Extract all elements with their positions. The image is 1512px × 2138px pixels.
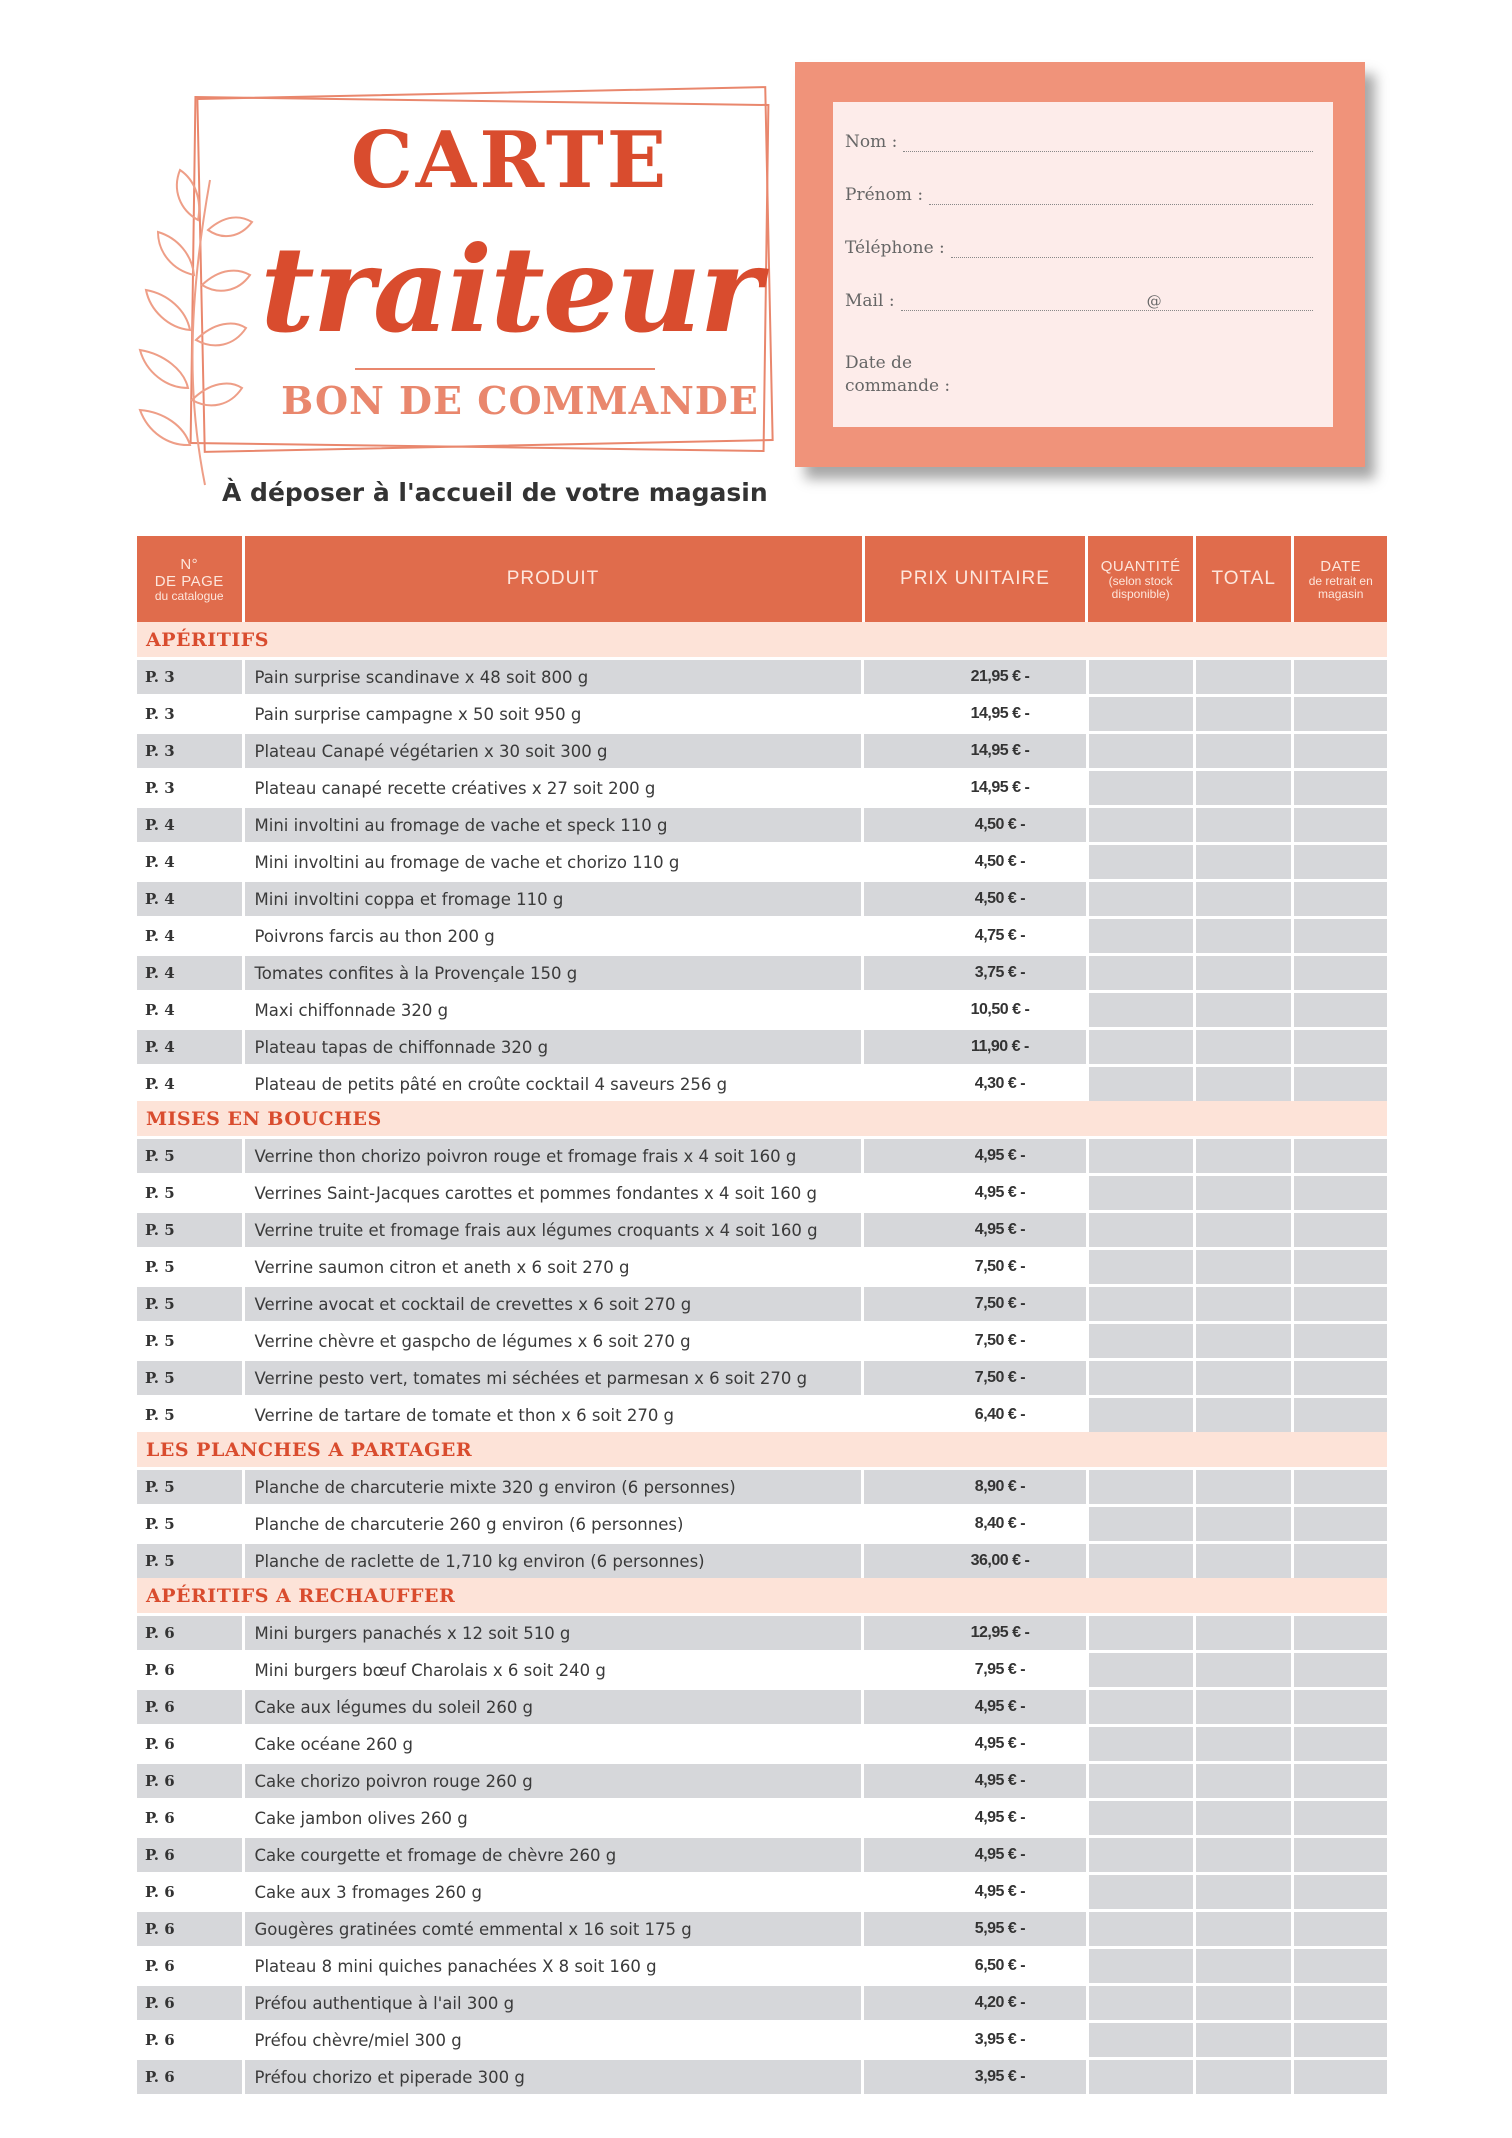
nom-line[interactable] [903, 138, 1313, 152]
product-cell: Préfou chèvre/miel 300 g [245, 2023, 862, 2057]
header-page: N° DE PAGE du catalogue [137, 536, 242, 622]
product-cell: Cake aux légumes du soleil 260 g [245, 1690, 862, 1724]
product-cell: Pain surprise scandinave x 48 soit 800 g [245, 660, 862, 694]
pickup-date-cell[interactable] [1294, 1470, 1387, 1504]
product-cell: Plateau canapé recette créatives x 27 soit 200 g [245, 771, 862, 805]
pickup-date-cell[interactable] [1294, 1690, 1387, 1724]
table-row [137, 882, 1387, 916]
pickup-date-cell[interactable] [1294, 1507, 1387, 1541]
prenom-label: Prénom : [845, 185, 924, 205]
product-cell: Plateau Canapé végétarien x 30 soit 300 g [245, 734, 862, 768]
header-quantite: QUANTITÉ (selon stock disponible) [1088, 536, 1193, 622]
quantity-cell[interactable] [1089, 1653, 1193, 1687]
page-cell: P. 6 [137, 1690, 242, 1724]
page-cell: P. 4 [137, 845, 242, 879]
pickup-date-cell[interactable] [1294, 845, 1387, 879]
quantity-cell[interactable] [1089, 1764, 1193, 1798]
quantity-cell[interactable] [1089, 1838, 1193, 1872]
section-header: APÉRITIFS A RECHAUFFER [137, 1578, 1387, 1613]
telephone-label: Téléphone : [845, 238, 945, 258]
product-cell: Plateau tapas de chiffonnade 320 g [245, 1030, 862, 1064]
page-cell: P. 6 [137, 1764, 242, 1798]
pickup-date-cell[interactable] [1294, 2023, 1387, 2057]
product-cell: Plateau 8 mini quiches panachées X 8 soit 160 g [245, 1949, 862, 1983]
pickup-date-cell[interactable] [1294, 1727, 1387, 1761]
pickup-date-cell[interactable] [1294, 1544, 1387, 1578]
price-cell: 7,95 € - [864, 1653, 1085, 1687]
pickup-date-cell[interactable] [1294, 1030, 1387, 1064]
table-row [137, 1250, 1387, 1284]
page-cell: P. 5 [137, 1324, 242, 1358]
total-cell[interactable] [1196, 771, 1292, 805]
page-cell: P. 4 [137, 1067, 242, 1101]
product-cell: Mini burgers panachés x 12 soit 510 g [245, 1616, 862, 1650]
pickup-date-cell[interactable] [1294, 1287, 1387, 1321]
price-cell: 7,50 € - [864, 1287, 1085, 1321]
customer-info-panel [833, 102, 1333, 427]
section-header: MISES EN BOUCHES [137, 1101, 1387, 1136]
total-cell[interactable] [1196, 1250, 1292, 1284]
product-cell: Cake océane 260 g [245, 1727, 862, 1761]
price-cell: 5,95 € - [864, 1912, 1085, 1946]
product-cell: Mini burgers bœuf Charolais x 6 soit 240 g [245, 1653, 862, 1687]
quantity-cell[interactable] [1089, 1875, 1193, 1909]
price-cell: 12,95 € - [864, 1616, 1085, 1650]
table-row [137, 1801, 1387, 1835]
total-cell[interactable] [1196, 1912, 1292, 1946]
price-cell: 21,95 € - [864, 660, 1085, 694]
title-traiteur: traiteur [260, 220, 760, 359]
price-cell: 4,95 € - [864, 1176, 1085, 1210]
table-row [137, 1287, 1387, 1321]
price-cell: 7,50 € - [864, 1250, 1085, 1284]
product-cell: Cake aux 3 fromages 260 g [245, 1875, 862, 1909]
quantity-cell[interactable] [1089, 1324, 1193, 1358]
pickup-date-cell[interactable] [1294, 1361, 1387, 1395]
table-row [137, 993, 1387, 1027]
pickup-date-cell[interactable] [1294, 771, 1387, 805]
product-cell: Pain surprise campagne x 50 soit 950 g [245, 697, 862, 731]
section-header: APÉRITIFS [137, 622, 1387, 657]
price-cell: 4,95 € - [864, 1690, 1085, 1724]
quantity-cell[interactable] [1089, 1727, 1193, 1761]
table-row [137, 1986, 1387, 2020]
total-cell[interactable] [1196, 1361, 1292, 1395]
table-row [137, 660, 1387, 694]
price-cell: 4,95 € - [864, 1875, 1085, 1909]
price-cell: 4,95 € - [864, 1213, 1085, 1247]
pickup-date-cell[interactable] [1294, 1875, 1387, 1909]
table-row [137, 1398, 1387, 1432]
header-date-retrait: DATE de retrait en magasin [1294, 536, 1387, 622]
total-cell[interactable] [1196, 1507, 1292, 1541]
table-row [137, 1764, 1387, 1798]
page-cell: P. 6 [137, 1949, 242, 1983]
pickup-date-cell[interactable] [1294, 1067, 1387, 1101]
total-cell[interactable] [1196, 1067, 1292, 1101]
pickup-date-cell[interactable] [1294, 993, 1387, 1027]
product-cell: Planche de charcuterie mixte 320 g environ (6 personnes) [245, 1470, 862, 1504]
page-cell: P. 5 [137, 1544, 242, 1578]
quantity-cell[interactable] [1089, 2060, 1193, 2094]
total-cell[interactable] [1196, 1324, 1292, 1358]
quantity-cell[interactable] [1089, 956, 1193, 990]
price-cell: 14,95 € - [864, 734, 1085, 768]
pickup-date-cell[interactable] [1294, 1912, 1387, 1946]
page-cell: P. 5 [137, 1361, 242, 1395]
page-cell: P. 3 [137, 734, 242, 768]
product-cell: Verrine avocat et cocktail de crevettes x 6 soit 270 g [245, 1287, 862, 1321]
title-block [110, 70, 790, 470]
quantity-cell[interactable] [1089, 1949, 1193, 1983]
quantity-cell[interactable] [1089, 660, 1193, 694]
page-cell: P. 6 [137, 2023, 242, 2057]
quantity-cell[interactable] [1089, 919, 1193, 953]
table-row [137, 734, 1387, 768]
total-cell[interactable] [1196, 1764, 1292, 1798]
nom-field[interactable] [845, 132, 1313, 152]
prenom-field[interactable] [845, 185, 1313, 205]
total-cell[interactable] [1196, 1986, 1292, 2020]
telephone-field[interactable] [845, 238, 1313, 258]
product-cell: Planche de raclette de 1,710 kg environ (6 personnes) [245, 1544, 862, 1578]
price-cell: 6,40 € - [864, 1398, 1085, 1432]
quantity-cell[interactable] [1089, 1139, 1193, 1173]
page-cell: P. 4 [137, 956, 242, 990]
product-cell: Verrine pesto vert, tomates mi séchées et parmesan x 6 soit 270 g [245, 1361, 862, 1395]
quantity-cell[interactable] [1089, 1398, 1193, 1432]
price-cell: 4,50 € - [864, 845, 1085, 879]
price-cell: 4,30 € - [864, 1067, 1085, 1101]
page-cell: P. 6 [137, 1801, 242, 1835]
quantity-cell[interactable] [1089, 1801, 1193, 1835]
total-cell[interactable] [1196, 1398, 1292, 1432]
header-produit: PRODUIT [245, 536, 862, 622]
price-cell: 3,75 € - [864, 956, 1085, 990]
quantity-cell[interactable] [1089, 1030, 1193, 1064]
page-cell: P. 6 [137, 1838, 242, 1872]
pickup-date-cell[interactable] [1294, 1616, 1387, 1650]
total-cell[interactable] [1196, 1287, 1292, 1321]
table-row [137, 1067, 1387, 1101]
table-row [137, 956, 1387, 990]
quantity-cell[interactable] [1089, 2023, 1193, 2057]
pickup-date-cell[interactable] [1294, 1801, 1387, 1835]
table-row [137, 1544, 1387, 1578]
total-cell[interactable] [1196, 660, 1292, 694]
section-header: LES PLANCHES A PARTAGER [137, 1432, 1387, 1467]
price-cell: 36,00 € - [864, 1544, 1085, 1578]
price-cell: 10,50 € - [864, 993, 1085, 1027]
table-row [137, 771, 1387, 805]
pickup-date-cell[interactable] [1294, 660, 1387, 694]
title-divider [355, 368, 655, 370]
table-row [137, 1470, 1387, 1504]
quantity-cell[interactable] [1089, 1912, 1193, 1946]
total-cell[interactable] [1196, 1801, 1292, 1835]
total-cell[interactable] [1196, 1690, 1292, 1724]
price-cell: 4,95 € - [864, 1727, 1085, 1761]
product-cell: Verrine saumon citron et aneth x 6 soit 270 g [245, 1250, 862, 1284]
pickup-date-cell[interactable] [1294, 1653, 1387, 1687]
price-cell: 3,95 € - [864, 2023, 1085, 2057]
date-label-line2: commande : [845, 376, 951, 396]
table-row [137, 697, 1387, 731]
total-cell[interactable] [1196, 734, 1292, 768]
product-cell: Mini involtini au fromage de vache et speck 110 g [245, 808, 862, 842]
price-cell: 4,95 € - [864, 1838, 1085, 1872]
price-cell: 4,20 € - [864, 1986, 1085, 2020]
total-cell[interactable] [1196, 1838, 1292, 1872]
table-row [137, 919, 1387, 953]
table-header [137, 536, 1387, 622]
quantity-cell[interactable] [1089, 1507, 1193, 1541]
page-cell: P. 4 [137, 1030, 242, 1064]
page-cell: P. 3 [137, 697, 242, 731]
at-sign: @ [1146, 292, 1162, 310]
pickup-date-cell[interactable] [1294, 956, 1387, 990]
mail-label: Mail : [845, 291, 895, 311]
table-row [137, 1213, 1387, 1247]
table-row [137, 1949, 1387, 1983]
quantity-cell[interactable] [1089, 1250, 1193, 1284]
price-cell: 7,50 € - [864, 1361, 1085, 1395]
page-cell: P. 4 [137, 882, 242, 916]
price-cell: 8,90 € - [864, 1470, 1085, 1504]
price-cell: 14,95 € - [864, 771, 1085, 805]
product-cell: Poivrons farcis au thon 200 g [245, 919, 862, 953]
price-cell: 4,50 € - [864, 808, 1085, 842]
page-cell: P. 6 [137, 1727, 242, 1761]
table-row [137, 845, 1387, 879]
quantity-cell[interactable] [1089, 734, 1193, 768]
mail-field[interactable] [845, 291, 1313, 311]
price-cell: 6,50 € - [864, 1949, 1085, 1983]
total-cell[interactable] [1196, 2023, 1292, 2057]
total-cell[interactable] [1196, 2060, 1292, 2094]
price-cell: 14,95 € - [864, 697, 1085, 731]
pickup-date-cell[interactable] [1294, 1986, 1387, 2020]
table-row [137, 1838, 1387, 1872]
quantity-cell[interactable] [1089, 771, 1193, 805]
table-row [137, 1616, 1387, 1650]
quantity-cell[interactable] [1089, 1616, 1193, 1650]
page-cell: P. 4 [137, 919, 242, 953]
deposit-note: À déposer à l'accueil de votre magasin [222, 478, 768, 507]
price-cell: 3,95 € - [864, 2060, 1085, 2094]
price-cell: 4,95 € - [864, 1801, 1085, 1835]
product-cell: Préfou chorizo et piperade 300 g [245, 2060, 862, 2094]
quantity-cell[interactable] [1089, 1213, 1193, 1247]
product-cell: Verrines Saint-Jacques carottes et pommes fondantes x 4 soit 160 g [245, 1176, 862, 1210]
page-cell: P. 4 [137, 993, 242, 1027]
quantity-cell[interactable] [1089, 845, 1193, 879]
page-cell: P. 6 [137, 1912, 242, 1946]
table-row [137, 1653, 1387, 1687]
quantity-cell[interactable] [1089, 1470, 1193, 1504]
table-row [137, 1030, 1387, 1064]
total-cell[interactable] [1196, 1213, 1292, 1247]
product-cell: Plateau de petits pâté en croûte cocktail 4 saveurs 256 g [245, 1067, 862, 1101]
page-cell: P. 3 [137, 771, 242, 805]
product-cell: Cake jambon olives 260 g [245, 1801, 862, 1835]
pickup-date-cell[interactable] [1294, 1213, 1387, 1247]
page-cell: P. 5 [137, 1470, 242, 1504]
page-cell: P. 6 [137, 1616, 242, 1650]
table-row [137, 1912, 1387, 1946]
price-cell: 4,95 € - [864, 1139, 1085, 1173]
page-cell: P. 5 [137, 1213, 242, 1247]
order-table [137, 536, 1387, 2094]
page-cell: P. 6 [137, 1986, 242, 2020]
product-cell: Cake courgette et fromage de chèvre 260 g [245, 1838, 862, 1872]
quantity-cell[interactable] [1089, 993, 1193, 1027]
page-cell: P. 5 [137, 1139, 242, 1173]
header-prix: PRIX UNITAIRE [865, 536, 1086, 622]
total-cell[interactable] [1196, 1030, 1292, 1064]
price-cell: 4,75 € - [864, 919, 1085, 953]
total-cell[interactable] [1196, 1875, 1292, 1909]
header-total: TOTAL [1196, 536, 1292, 622]
quantity-cell[interactable] [1089, 1986, 1193, 2020]
pickup-date-cell[interactable] [1294, 1139, 1387, 1173]
page-cell: P. 5 [137, 1176, 242, 1210]
total-cell[interactable] [1196, 1653, 1292, 1687]
product-cell: Préfou authentique à l'ail 300 g [245, 1986, 862, 2020]
quantity-cell[interactable] [1089, 697, 1193, 731]
title-carte: CARTE [350, 115, 670, 206]
pickup-date-cell[interactable] [1294, 1949, 1387, 1983]
price-cell: 4,50 € - [864, 882, 1085, 916]
page-cell: P. 6 [137, 2060, 242, 2094]
table-row [137, 1727, 1387, 1761]
pickup-date-cell[interactable] [1294, 1176, 1387, 1210]
pickup-date-cell[interactable] [1294, 1324, 1387, 1358]
pickup-date-cell[interactable] [1294, 919, 1387, 953]
page-cell: P. 5 [137, 1398, 242, 1432]
quantity-cell[interactable] [1089, 1544, 1193, 1578]
total-cell[interactable] [1196, 1470, 1292, 1504]
table-row [137, 1875, 1387, 1909]
pickup-date-cell[interactable] [1294, 1838, 1387, 1872]
page-cell: P. 5 [137, 1250, 242, 1284]
pickup-date-cell[interactable] [1294, 697, 1387, 731]
table-body [137, 622, 1387, 2094]
total-cell[interactable] [1196, 1727, 1292, 1761]
pickup-date-cell[interactable] [1294, 734, 1387, 768]
product-cell: Verrine chèvre et gaspcho de légumes x 6 soit 270 g [245, 1324, 862, 1358]
table-row [137, 808, 1387, 842]
total-cell[interactable] [1196, 993, 1292, 1027]
product-cell: Mini involtini au fromage de vache et chorizo 110 g [245, 845, 862, 879]
customer-info-box [795, 62, 1365, 467]
quantity-cell[interactable] [1089, 1361, 1193, 1395]
table-row [137, 1176, 1387, 1210]
table-row [137, 1361, 1387, 1395]
pickup-date-cell[interactable] [1294, 2060, 1387, 2094]
price-cell: 7,50 € - [864, 1324, 1085, 1358]
telephone-line[interactable] [951, 244, 1313, 258]
total-cell[interactable] [1196, 1176, 1292, 1210]
price-cell: 8,40 € - [864, 1507, 1085, 1541]
prenom-line[interactable] [929, 191, 1313, 205]
table-row [137, 2023, 1387, 2057]
total-cell[interactable] [1196, 1616, 1292, 1650]
price-cell: 11,90 € - [864, 1030, 1085, 1064]
page-cell: P. 3 [137, 660, 242, 694]
total-cell[interactable] [1196, 1949, 1292, 1983]
quantity-cell[interactable] [1089, 1067, 1193, 1101]
page-cell: P. 5 [137, 1507, 242, 1541]
page-cell: P. 5 [137, 1287, 242, 1321]
total-cell[interactable] [1196, 956, 1292, 990]
product-cell: Planche de charcuterie 260 g environ (6 personnes) [245, 1507, 862, 1541]
quantity-cell[interactable] [1089, 882, 1193, 916]
pickup-date-cell[interactable] [1294, 808, 1387, 842]
total-cell[interactable] [1196, 882, 1292, 916]
product-cell: Cake chorizo poivron rouge 260 g [245, 1764, 862, 1798]
product-cell: Verrine truite et fromage frais aux légumes croquants x 4 soit 160 g [245, 1213, 862, 1247]
total-cell[interactable] [1196, 1544, 1292, 1578]
page-cell: P. 4 [137, 808, 242, 842]
total-cell[interactable] [1196, 1139, 1292, 1173]
quantity-cell[interactable] [1089, 1287, 1193, 1321]
product-cell: Maxi chiffonnade 320 g [245, 993, 862, 1027]
quantity-cell[interactable] [1089, 1176, 1193, 1210]
quantity-cell[interactable] [1089, 1690, 1193, 1724]
pickup-date-cell[interactable] [1294, 882, 1387, 916]
product-cell: Verrine de tartare de tomate et thon x 6 soit 270 g [245, 1398, 862, 1432]
title-bon-de-commande: BON DE COMMANDE [281, 378, 759, 423]
total-cell[interactable] [1196, 919, 1292, 953]
nom-label: Nom : [845, 132, 898, 152]
total-cell[interactable] [1196, 845, 1292, 879]
product-cell: Verrine thon chorizo poivron rouge et fromage frais x 4 soit 160 g [245, 1139, 862, 1173]
table-row [137, 1690, 1387, 1724]
page-cell: P. 6 [137, 1875, 242, 1909]
quantity-cell[interactable] [1089, 808, 1193, 842]
table-row [137, 1324, 1387, 1358]
pickup-date-cell[interactable] [1294, 1764, 1387, 1798]
mail-line[interactable] [901, 292, 1313, 311]
table-row [137, 1507, 1387, 1541]
product-cell: Gougères gratinées comté emmental x 16 soit 175 g [245, 1912, 862, 1946]
total-cell[interactable] [1196, 808, 1292, 842]
pickup-date-cell[interactable] [1294, 1250, 1387, 1284]
page-cell: P. 6 [137, 1653, 242, 1687]
total-cell[interactable] [1196, 697, 1292, 731]
price-cell: 4,95 € - [864, 1764, 1085, 1798]
table-row [137, 1139, 1387, 1173]
pickup-date-cell[interactable] [1294, 1398, 1387, 1432]
product-cell: Mini involtini coppa et fromage 110 g [245, 882, 862, 916]
table-row [137, 2060, 1387, 2094]
date-label-line1: Date de [845, 353, 913, 373]
date-commande-field[interactable] [845, 352, 1005, 398]
product-cell: Tomates confites à la Provençale 150 g [245, 956, 862, 990]
